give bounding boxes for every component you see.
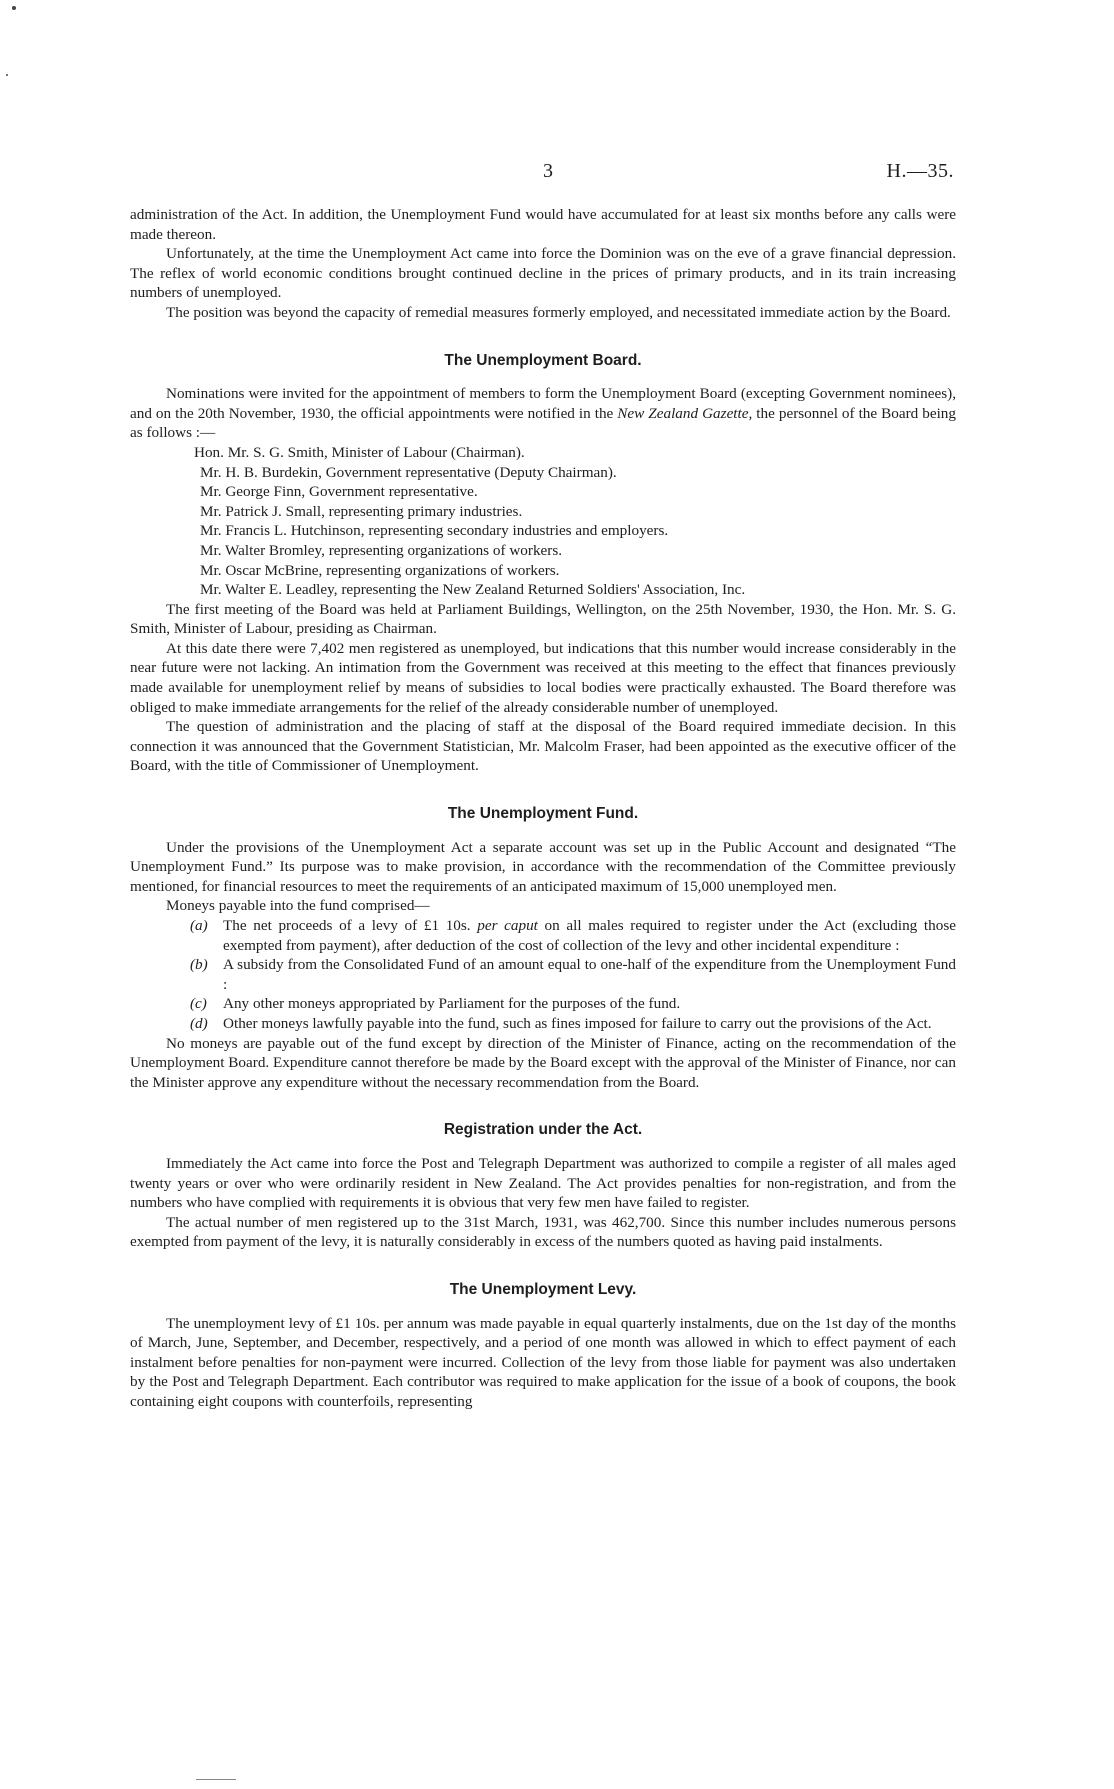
board-member: Mr. Oscar McBrine, representing organizations of workers.: [200, 561, 560, 579]
clause-label: (a): [190, 917, 208, 934]
board-member: Mr. Walter Bromley, representing organizations of workers.: [200, 541, 563, 559]
intro-paragraph-3: The position was beyond the capacity of remedial measures formerly employed, and necessitated immediate action by the Board.: [166, 303, 951, 321]
fund-clause-a: [190, 916, 956, 955]
fund-paragraph-provisions: Under the provisions of the Unemployment Act a separate account was set up in the Public Account and designated “The Unemployment Fund.” Its purpose was to make provision, in accordance with the recommendation of the Committee previously mentioned, for financial resources to meet the requirements of an anticipated maximum of 15,000 unemployed men.: [130, 838, 956, 895]
board-paragraph-registered: At this date there were 7,402 men registered as unemployed, but indications that this number would increase considerably in the near future were not lacking. An intimation from the Government was received at this meeting to the effect that finances previously made available for unemployment relief by means of subsidies to local bodies were practically exhausted. The Board therefore was obliged to make immediate arrangements for the relief of the already considerable number of unemployed.: [130, 639, 956, 716]
fund-clauses-list: [190, 916, 956, 1034]
footer-rule: [196, 1779, 236, 1780]
board-paragraph-first-meeting: The first meeting of the Board was held at Parliament Buildings, Wellington, on the 25th November, 1930, the Hon. Mr. S. G. Smith, Minister of Labour, presiding as Chairman.: [130, 600, 956, 638]
intro-paragraph-2: Unfortunately, at the time the Unemployment Act came into force the Dominion was on the eve of a grave financial depression. The reflex of world economic conditions brought continued decline in the prices of primary products, and in its train increasing numbers of unemployed.: [130, 245, 956, 302]
scan-speck-top: [12, 6, 16, 10]
clause-a-text-end: on all males required to register under the Act (excluding those exempted from payment), after deduction of the cost of collection of the levy and other incidental expenditure :: [223, 917, 956, 954]
clause-label: (b): [190, 956, 208, 974]
board-p1-text: Nominations were invited for the appointment of members to form the Unemployment Board (excepting Government nominees), and on the 20th November, 1930, the official appointments were notified in the: [130, 385, 956, 422]
gazette-title: New Zealand Gazette,: [617, 404, 753, 422]
fund-clause-c: [190, 994, 956, 1014]
board-member: Mr. Patrick J. Small, representing primary industries.: [200, 502, 523, 520]
board-member: Mr. Francis L. Hutchinson, representing secondary industries and employers.: [200, 522, 669, 540]
heading-unemployment-board: The Unemployment Board.: [444, 351, 642, 369]
fund-paragraph-payments: No moneys are payable out of the fund except by direction of the Minister of Finance, acting on the recommendation of the Unemployment Board. Expenditure cannot therefore be made by the Board except with the approval of the Minister of Finance, nor can the Minister approve any expenditure without the necessary recommendation from the Board.: [130, 1034, 956, 1091]
page-number: 3: [543, 160, 553, 182]
board-member: Mr. Walter E. Leadley, representing the New Zealand Returned Soldiers' Association, Inc.: [200, 581, 746, 599]
fund-clause-d: [190, 1014, 956, 1034]
levy-paragraph-1: The unemployment levy of £1 10s. per annum was made payable in equal quarterly instalments, due on the 1st day of the months of March, June, September, and December, respectively, and a period of one month was allowed in which to effect payment of each instalment before penalties for non-payment were incurred. Collection of the levy from those liable for payment was also undertaken by the Post and Telegraph Department. Each contributor was required to make application for the issue of a book of coupons, the book containing eight coupons with counterfoils, representing: [130, 1314, 956, 1410]
fund-clause-b: [190, 955, 956, 994]
board-member: Mr. George Finn, Government representative.: [200, 483, 478, 501]
clause-label: (c): [190, 995, 207, 1013]
clause-a-text: The net proceeds of a levy of £1 10s.: [223, 917, 478, 934]
scan-speck-left: [6, 74, 8, 76]
registration-paragraph-1: Immediately the Act came into force the Post and Telegraph Department was authorized to compile a register of all males aged twenty years or over who were ordinarily resident in New Zealand. The Act provides penalties for non-registration, and from the numbers who have complied with requirements it is obvious that very few men have failed to register.: [130, 1154, 956, 1212]
registration-paragraph-2: The actual number of men registered up to the 31st March, 1931, was 462,700. Since this number includes numerous persons exempted from payment of the levy, it is naturally considerably in excess of the numbers quoted as having paid instalments.: [130, 1213, 956, 1251]
intro-paragraph-1: administration of the Act. In addition, the Unemployment Fund would have accumulated for at least six months before any calls were made thereon.: [130, 206, 956, 243]
clause-label: (d): [190, 1014, 208, 1032]
clause-c-text: Any other moneys appropriated by Parliament for the purposes of the fund.: [223, 995, 681, 1013]
clause-b-text: A subsidy from the Consolidated Fund of an amount equal to one-half of the expenditure from the Unemployment Fund :: [223, 956, 956, 993]
heading-unemployment-levy: The Unemployment Levy.: [449, 1280, 637, 1298]
board-member: Hon. Mr. S. G. Smith, Minister of Labour (Chairman).: [194, 443, 525, 461]
fund-paragraph-moneys: Moneys payable into the fund comprised—: [166, 897, 430, 915]
clause-a-italic: per caput: [477, 917, 538, 934]
page-body: [130, 205, 956, 1411]
heading-unemployment-fund: The Unemployment Fund.: [447, 805, 639, 823]
heading-registration: Registration under the Act.: [443, 1121, 643, 1139]
board-paragraph-nominations: [130, 384, 956, 443]
board-p1-text-end: the personnel of the Board being as follows :—: [130, 404, 956, 442]
board-member: Mr. H. B. Burdekin, Government representative (Deputy Chairman).: [200, 463, 617, 481]
document-reference: H.—35.: [886, 160, 954, 182]
board-members-list: [194, 443, 956, 600]
clause-d-text: Other moneys lawfully payable into the fund, such as fines imposed for failure to carry out the provisions of the Act.: [223, 1014, 932, 1032]
board-paragraph-administration: The question of administration and the placing of staff at the disposal of the Board required immediate decision. In this connection it was announced that the Government Statistician, Mr. Malcolm Fraser, had been appointed as the executive officer of the Board, with the title of Commissioner of Unemployment.: [130, 718, 956, 775]
